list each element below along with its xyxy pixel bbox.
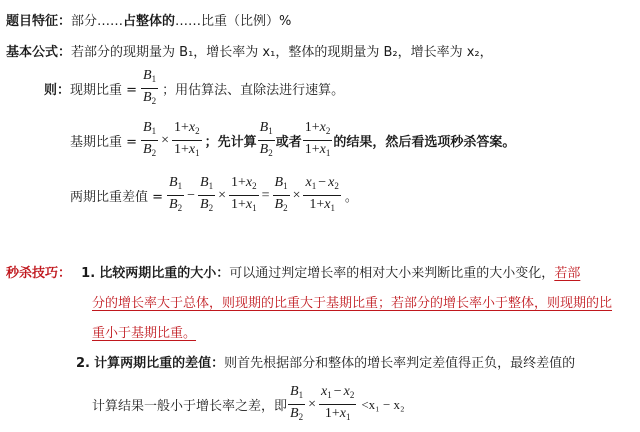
base-ratio-note-c: 的结果，然后看选项秒杀答案。 (333, 135, 516, 150)
times-sign: × (292, 187, 301, 203)
base-ratio-note-a: ；先计算 (204, 135, 257, 150)
tips-item2-title: 计算两期比重的差值： (94, 356, 225, 371)
equals-sign: = (261, 187, 270, 203)
fraction-b1-over-b2: $\frac{B_1}{B_2}$ (169, 175, 183, 213)
diff-line (70, 175, 358, 216)
tips-item2-text: 则首先根据部分和整体的增长率判定差值得正负，最终差值的 (224, 356, 576, 371)
then-label: 则： (44, 83, 71, 98)
tips-item1-text: 可以通过判定增长率的相对大小来判断比重的大小变化， (229, 266, 555, 281)
fraction-growth-ratio: $\frac{1+x_2}{1+x_1}$ (230, 175, 257, 213)
base-ratio-note-b: 或者 (275, 135, 302, 150)
times-sign: × (161, 132, 169, 148)
fraction-b1-over-b2: $\frac{B_1}{B_2}$ (259, 120, 273, 158)
diff-end: 。 (344, 190, 358, 205)
tips-item1-line3 (92, 322, 196, 341)
topic-line (6, 10, 291, 29)
fraction-growth-diff: $\frac{x_1 - x_2}{1+x_1}$ (305, 175, 339, 213)
tips-item1-line2 (92, 292, 612, 311)
tips-item1-line1 (6, 262, 580, 281)
topic-label: 题目特征： (6, 14, 72, 29)
fraction-b1-over-b2: $\frac{B_1}{B_2}$ (143, 68, 157, 106)
fraction-b1-over-b2: $\frac{B_1}{B_2}$ (274, 175, 288, 213)
fraction-growth-ratio: $\frac{1+x_2}{1+x_1}$ (304, 120, 331, 158)
formula-intro-line (6, 41, 493, 60)
tips-item2-line2-text: 计算结果一般小于增长率之差，即 (92, 399, 288, 414)
times-sign: × (218, 187, 226, 203)
tips-item1-red-b: 分的增长率大于总体，则现期的比重大于基期比重；若部分的增长率小于整体，则现期的比 (92, 296, 613, 311)
fraction-growth-diff: $\frac{x_1 - x_2}{1+x_1}$ (320, 384, 355, 422)
formula-intro-label: 基本公式： (6, 45, 72, 60)
current-ratio-label: 现期比重 = (70, 83, 138, 98)
fraction-b1-over-b2: $\frac{B_1}{B_2}$ (200, 175, 214, 213)
fraction-growth-ratio: $\frac{1+x_2}{1+x_1}$ (174, 120, 200, 158)
tips-item1-red-c: 重小于基期比重。 (92, 326, 197, 341)
tips-item2-line1 (76, 352, 575, 371)
current-ratio-note: ；用估算法、直除法进行速算。 (162, 83, 345, 98)
tips-label: 秒杀技巧： (6, 266, 72, 281)
base-ratio-label: 基期比重 = (70, 135, 138, 150)
tips-item2-num: 2. (76, 356, 90, 371)
tips-item1-num: 1. (81, 266, 96, 281)
fraction-b1-over-b2: $\frac{B_1}{B_2}$ (143, 120, 157, 158)
fraction-b1-over-b2: $\frac{B_1}{B_2}$ (290, 384, 304, 422)
minus-sign: − (187, 187, 195, 203)
topic-text-c: ……比重（比例）% (175, 14, 292, 29)
tips-item1-title: 比较两期比重的大小： (99, 266, 230, 281)
tips-item2-end: <x₁ − x₂ (361, 396, 405, 412)
topic-text-a: 部分…… (71, 14, 124, 29)
times-sign: × (308, 396, 316, 412)
tips-item1-red-a: 若部 (554, 266, 581, 281)
topic-text-b: 占整体的 (123, 14, 176, 29)
tips-item2-line2 (92, 384, 405, 425)
formula-intro-text: 若部分的现期量为 B₁，增长率为 x₁，整体的现期量为 B₂，增长率为 x₂， (71, 45, 493, 60)
current-ratio-line (44, 68, 344, 109)
base-ratio-line (70, 120, 515, 161)
diff-label: 两期比重差值 = (70, 190, 164, 205)
